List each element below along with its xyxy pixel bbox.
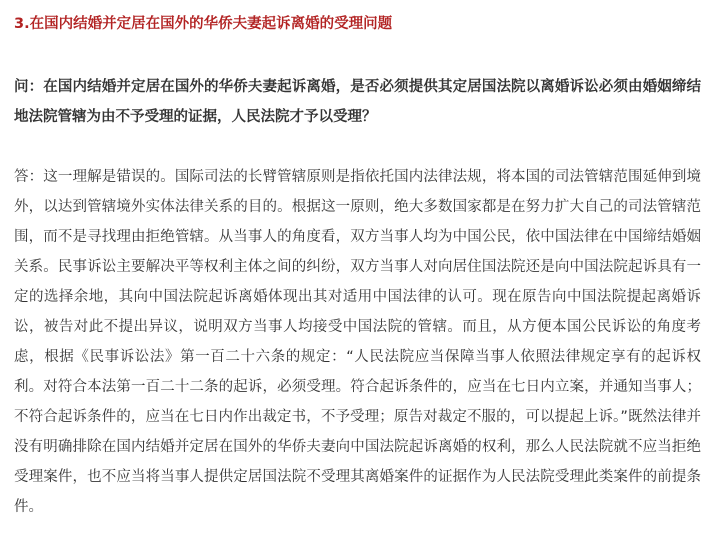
question-paragraph: 问：在国内结婚并定居在国外的华侨夫妻起诉离婚，是否必须提供其定居国法院以离婚诉讼必须由婚姻缔结地法院管辖为由不予受理的证据，人民法院才予以受理？ xyxy=(14,79,701,125)
answer-paragraph: 答：这一理解是错误的。国际司法的长臂管辖原则是指依托国内法律法规，将本国的司法管辖范围延伸到境外，以达到管辖境外实体法律关系的目的。根据这一原则，绝大多数国家都是在努力扩大自己的司法管辖范围，而不是寻找理由拒绝管辖。从当事人的角度看，双方当事人均为中国公民，依中国法律在中国缔结婚姻关系。民事诉讼主要解决平等权利主体之间的纠纷，双方当事人对向居住国法院还是向中国法院起诉具有一定的选择余地，其向中国法院起诉离婚体现出其对适用中国法律的认可。现在原告向中国法院提起离婚诉讼，被告对此不提出异议，说明双方当事人均接受中国法院的管辖。而且，从方便本国公民诉讼的角度考虑，根据《民事诉讼法》第一百二十六条的规定：“人民法院应当保障当事人依照法律规定享有的起诉权利。对符合本法第一百二十二条的起诉，必须受理。符合起诉条件的，应当在七日内立案，并通知当事人；不符合起诉条件的，应当在七日内作出裁定书，不予受理；原告对裁定不服的，可以提起上诉。”既然法律并没有明确排除在国内结婚并定居在国外的华侨夫妻向中国法院起诉离婚的权利，那么人民法院就不应当拒绝受理案件，也不应当将当事人提供定居国法院不受理其离婚案件的证据作为人民法院受理此类案件的前提条件。 xyxy=(14,169,701,515)
section-heading: 3.在国内结婚并定居在国外的华侨夫妻起诉离婚的受理问题 xyxy=(14,16,393,32)
